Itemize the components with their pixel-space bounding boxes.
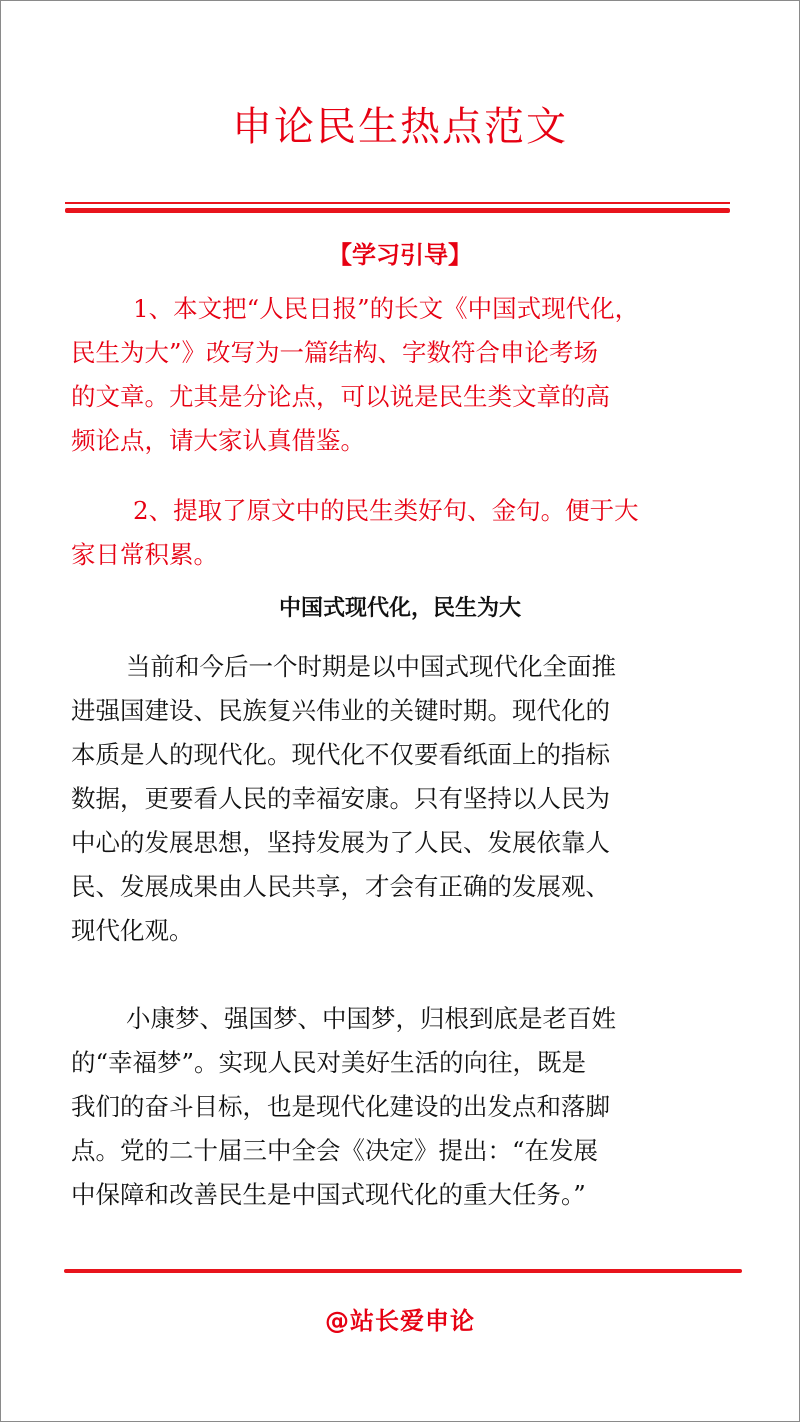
text-line: 民、发展成果由人民共享，才会有正确的发展观、 (71, 872, 610, 901)
header-divider-thick (65, 208, 730, 213)
author-signature: @站长爱申论 (325, 1307, 475, 1335)
text-line: 点。党的二十届三中全会《决定》提出：“在发展 (71, 1136, 599, 1165)
footer-divider (64, 1269, 742, 1273)
text-line: 现代化观。 (71, 916, 194, 945)
page-title: 申论民生热点范文 (232, 104, 568, 150)
text-line: 中心的发展思想，坚持发展为了人民、发展依靠人 (71, 828, 610, 857)
text-line: 当前和今后一个时期是以中国式现代化全面推 (126, 652, 616, 681)
text-line: 家日常积累。 (71, 540, 218, 569)
text-line: 数据，更要看人民的幸福安康。只有坚持以人民为 (71, 784, 610, 813)
text-line: 进强国建设、民族复兴伟业的关键时期。现代化的 (71, 696, 610, 725)
essay-paragraph-2 (71, 997, 736, 1217)
essay-paragraph-1 (71, 645, 736, 953)
study-guide-item-2 (71, 489, 736, 577)
text-line: 1、本文把“人民日报”的长文《中国式现代化， (133, 294, 640, 323)
essay-title: 中国式现代化，民生为大 (278, 596, 521, 621)
text-line: 中保障和改善民生是中国式现代化的重大任务。” (71, 1180, 586, 1209)
header-divider-thin (65, 202, 730, 204)
text-line: 民生为大”》改写为一篇结构、字数符合申论考场 (71, 338, 599, 367)
study-guide-heading: 【学习引导】 (328, 241, 472, 269)
text-line: 小康梦、强国梦、中国梦，归根到底是老百姓 (126, 1004, 616, 1033)
text-line: 本质是人的现代化。现代化不仅要看纸面上的指标 (71, 740, 610, 769)
text-line: 我们的奋斗目标，也是现代化建设的出发点和落脚 (71, 1092, 610, 1121)
text-line: 频论点，请大家认真借鉴。 (71, 426, 365, 455)
study-guide-item-1 (71, 287, 736, 463)
text-line: 的“幸福梦”。实现人民对美好生活的向往，既是 (71, 1048, 587, 1077)
text-line: 的文章。尤其是分论点，可以说是民生类文章的高 (71, 382, 610, 411)
text-line: 2、提取了原文中的民生类好句、金句。便于大 (133, 496, 639, 525)
